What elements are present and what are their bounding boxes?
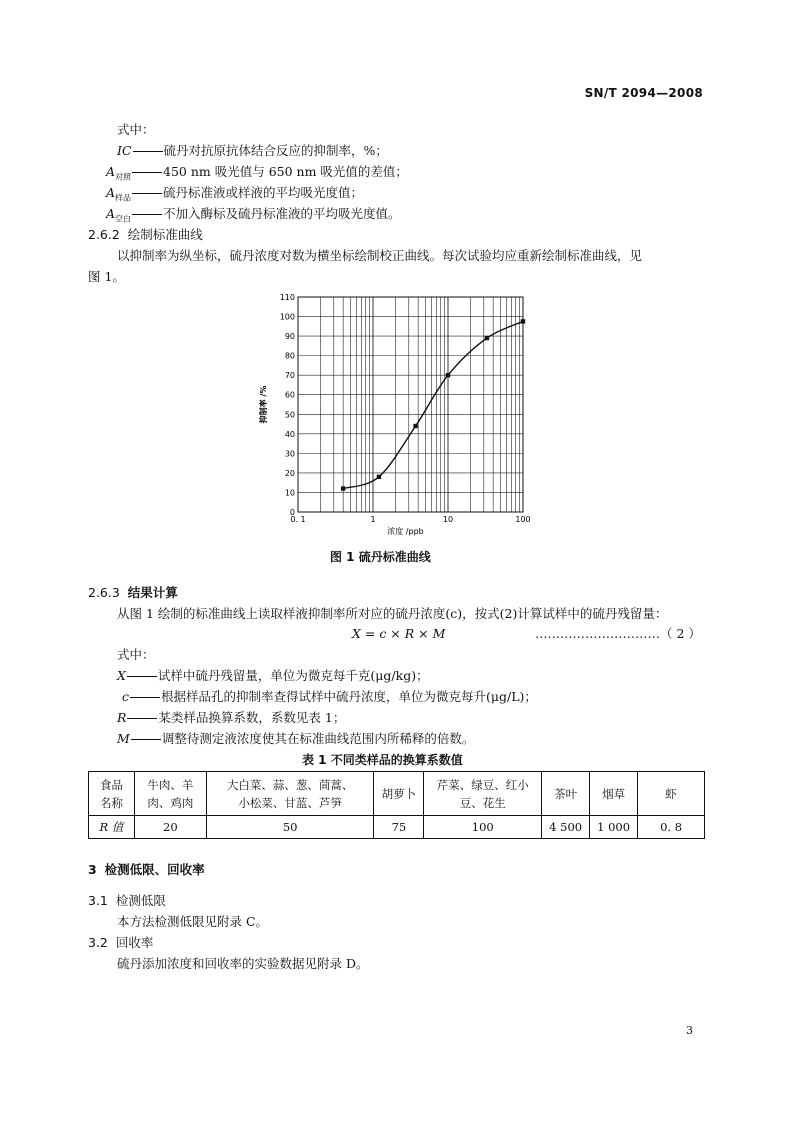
conversion-factor-table bbox=[88, 771, 705, 839]
legend-symbol: c bbox=[122, 689, 130, 704]
legend-symbol: A bbox=[106, 164, 116, 179]
dash-mark bbox=[127, 718, 157, 719]
cell-line: 茶叶 bbox=[554, 786, 578, 801]
cell-line: 小松菜、甘蓝、芦笋 bbox=[238, 795, 342, 810]
section-263-heading bbox=[88, 584, 178, 601]
standard-curve-chart bbox=[252, 288, 542, 543]
legend-item-a-blank bbox=[106, 205, 401, 228]
y-tick-label: 20 bbox=[284, 468, 295, 478]
y-tick-label: 70 bbox=[284, 371, 295, 381]
table-header-cell bbox=[89, 772, 135, 816]
chart-data-points bbox=[341, 319, 525, 491]
legend-item-ic bbox=[117, 142, 388, 159]
data-point bbox=[485, 336, 489, 340]
section-31-heading bbox=[88, 892, 166, 909]
cell-line: 豆、花生 bbox=[459, 795, 506, 810]
formula1-legend-intro: 式中： bbox=[117, 122, 155, 137]
legend-symbol: M bbox=[117, 731, 130, 746]
cell-line: 牛肉、羊 bbox=[147, 777, 194, 792]
dash-mark bbox=[131, 739, 161, 740]
formula-2-number: …………………………（ 2 ） bbox=[535, 626, 701, 641]
section-number: 3.2 bbox=[88, 935, 108, 950]
cell-line: 名称 bbox=[99, 795, 123, 810]
legend-symbol: A bbox=[106, 185, 116, 200]
cell-line: 虾 bbox=[665, 786, 677, 801]
legend-symbol: IC bbox=[117, 143, 132, 158]
x-tick-label: 10 bbox=[442, 515, 454, 524]
y-tick-label: 100 bbox=[279, 312, 295, 322]
formula2-legend-intro: 式中： bbox=[117, 647, 155, 662]
legend-desc: 硫丹对抗原抗体结合反应的抑制率，%； bbox=[163, 143, 388, 158]
table-cell: 4 500 bbox=[542, 816, 590, 839]
cell-line: 肉、鸡肉 bbox=[147, 795, 194, 810]
legend-item-a-sample bbox=[106, 184, 363, 207]
section-title: 回收率 bbox=[115, 935, 154, 950]
section-3-heading bbox=[88, 861, 205, 878]
legend-item-a-control bbox=[106, 163, 408, 186]
table-cell bbox=[134, 772, 206, 816]
dash-mark bbox=[132, 193, 162, 194]
chart-y-tick-labels bbox=[280, 293, 295, 517]
cell-line: 食品 bbox=[99, 777, 123, 792]
table-cell: 1 000 bbox=[590, 816, 638, 839]
cell-line: 芹菜、绿豆、红小 bbox=[436, 777, 529, 792]
dash-mark bbox=[132, 214, 162, 215]
chart-grid-horizontal bbox=[298, 297, 523, 512]
cell-line: 烟草 bbox=[602, 786, 626, 801]
curve-series-line bbox=[343, 321, 523, 488]
section-number: 2.6.3 bbox=[88, 585, 120, 600]
legend-desc: 试样中硫丹残留量，单位为微克每千克(μg/kg)； bbox=[157, 668, 429, 683]
legend-desc: 某类样品换算系数，系数见表 1； bbox=[158, 710, 346, 725]
standard-number: SN/T 2094—2008 bbox=[584, 86, 703, 100]
section-263-para: 从图 1 绘制的标准曲线上读取样液抑制率所对应的硫丹浓度(c)，按式(2)计算试样中的硫丹残留量： bbox=[117, 606, 668, 621]
table-cell: 0. 8 bbox=[638, 816, 705, 839]
table-row-r-values bbox=[89, 816, 705, 839]
legend-item-r bbox=[117, 709, 345, 726]
y-tick-label: 60 bbox=[284, 390, 295, 400]
y-axis-label: 抑制率 /% bbox=[259, 385, 268, 424]
legend-subscript: 样品 bbox=[115, 193, 132, 203]
legend-subscript: 空白 bbox=[115, 214, 132, 224]
section-31-para: 本方法检测低限见附录 C。 bbox=[117, 914, 269, 929]
cell-line: 大白菜、蒜、葱、茼蒿、 bbox=[226, 777, 354, 792]
y-tick-label: 10 bbox=[284, 488, 295, 498]
section-262-heading bbox=[88, 226, 203, 243]
legend-desc: 根据样品孔的抑制率查得试样中硫丹浓度，单位为微克每升(μg/L)； bbox=[161, 689, 537, 704]
table-cell: 50 bbox=[206, 816, 374, 839]
table-cell: 20 bbox=[134, 816, 206, 839]
table1-caption: 表 1 不同类样品的换算系数值 bbox=[302, 753, 463, 767]
legend-desc: 450 nm 吸光值与 650 nm 吸光值的差值； bbox=[163, 164, 408, 179]
legend-symbol: R bbox=[117, 710, 127, 725]
x-tick-label: 1 bbox=[370, 515, 376, 524]
chart-x-tick-labels bbox=[290, 515, 530, 524]
table-cell: 100 bbox=[424, 816, 542, 839]
y-tick-label: 0 bbox=[289, 508, 295, 517]
dash-mark bbox=[133, 151, 163, 152]
section-32-heading bbox=[88, 934, 153, 951]
dash-mark bbox=[127, 676, 157, 677]
data-point bbox=[377, 475, 381, 479]
section-number: 3.1 bbox=[88, 893, 108, 908]
section-title: 检测低限 bbox=[115, 893, 166, 908]
legend-symbol: X bbox=[117, 668, 126, 683]
table-header-cell: R 值 bbox=[89, 816, 135, 839]
dash-mark bbox=[130, 697, 160, 698]
legend-desc: 硫丹标准液或样液的平均吸光度值； bbox=[163, 185, 364, 200]
y-tick-label: 30 bbox=[284, 449, 295, 459]
x-tick-label: 0. 1 bbox=[290, 515, 306, 524]
section-262-para-line2: 图 1。 bbox=[88, 269, 125, 284]
legend-subscript: 对照 bbox=[115, 172, 132, 182]
legend-item-m bbox=[117, 730, 474, 747]
legend-item-x bbox=[117, 667, 429, 684]
legend-item-c bbox=[122, 688, 537, 705]
legend-desc: 不加入酶标及硫丹标准液的平均吸光度值。 bbox=[163, 206, 401, 221]
chart-plot-frame bbox=[298, 297, 523, 512]
table-cell bbox=[424, 772, 542, 816]
table-cell bbox=[542, 772, 590, 816]
table-cell: 75 bbox=[374, 816, 424, 839]
data-point bbox=[413, 424, 417, 428]
data-point bbox=[521, 319, 525, 323]
section-title: 绘制标准曲线 bbox=[127, 227, 203, 242]
y-tick-label: 50 bbox=[284, 410, 295, 420]
legend-symbol: A bbox=[106, 206, 116, 221]
figure1-caption: 图 1 硫丹标准曲线 bbox=[330, 550, 431, 564]
table-cell bbox=[374, 772, 424, 816]
table-cell bbox=[638, 772, 705, 816]
y-tick-label: 80 bbox=[284, 351, 295, 361]
table-cell bbox=[590, 772, 638, 816]
x-tick-label: 100 bbox=[515, 515, 531, 524]
chart-grid-vertical bbox=[298, 297, 520, 512]
section-title: 结果计算 bbox=[127, 585, 178, 600]
table-row-food-names bbox=[89, 772, 705, 816]
table-cell bbox=[206, 772, 374, 816]
x-axis-label: 浓度 /ppb bbox=[387, 527, 424, 536]
section-number: 2.6.2 bbox=[88, 227, 120, 242]
formula-2: X = c × R × M bbox=[352, 626, 446, 641]
y-tick-label: 90 bbox=[284, 332, 295, 342]
dash-mark bbox=[132, 172, 162, 173]
cell-line: 胡萝卜 bbox=[381, 786, 417, 801]
data-point bbox=[446, 373, 450, 377]
section-262-para-line1: 以抑制率为纵坐标，硫丹浓度对数为横坐标绘制校正曲线。每次试验均应重新绘制标准曲线，见 bbox=[117, 248, 643, 263]
data-point bbox=[341, 486, 345, 490]
section-32-para: 硫丹添加浓度和回收率的实验数据见附录 D。 bbox=[117, 956, 369, 971]
y-tick-label: 110 bbox=[279, 293, 295, 302]
legend-desc: 调整待测定液浓度使其在标准曲线范围内所稀释的倍数。 bbox=[161, 731, 475, 746]
section-title: 检测低限、回收率 bbox=[104, 862, 205, 877]
page-number: 3 bbox=[686, 1024, 693, 1037]
section-number: 3 bbox=[88, 862, 97, 877]
y-tick-label: 40 bbox=[284, 429, 295, 439]
